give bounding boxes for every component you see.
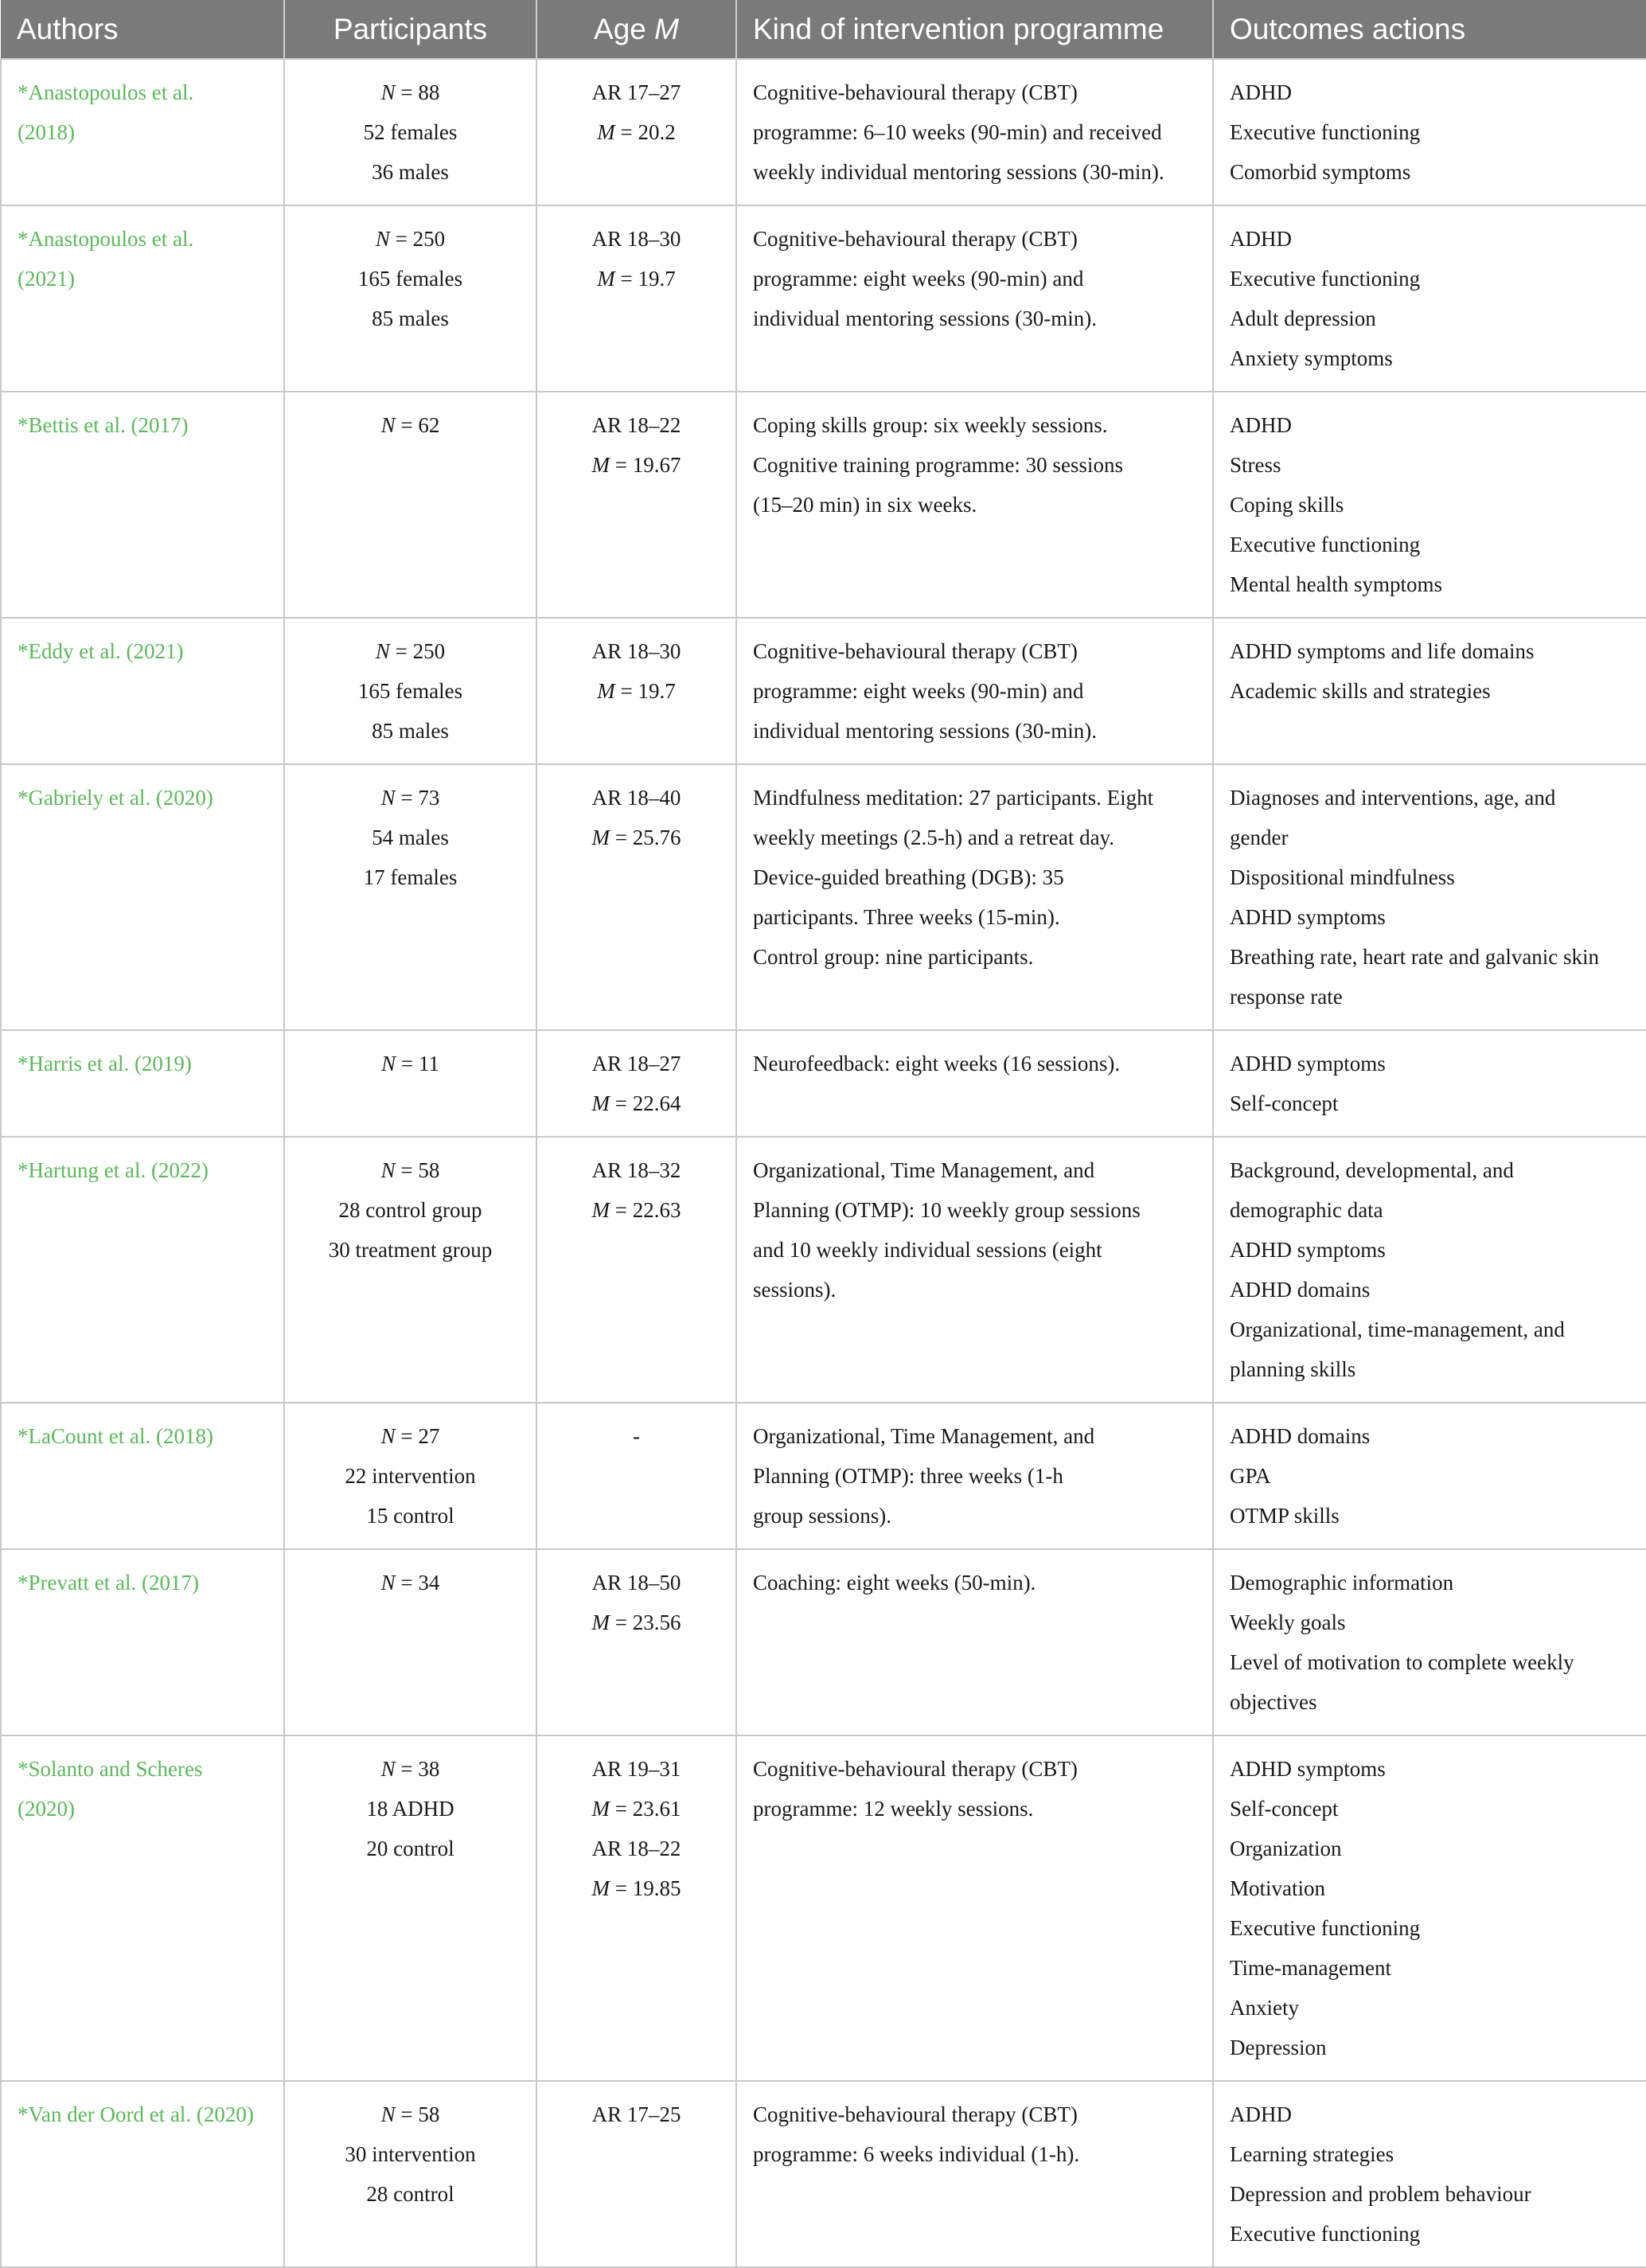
sample-size-symbol: N [380, 786, 396, 810]
age-cell [536, 1549, 736, 1735]
participants-line [301, 631, 520, 671]
author-line: *Bettis et al. (2017) [18, 413, 189, 437]
header-authors: Authors [1, 0, 284, 59]
author-line: *LaCount et al. (2018) [18, 1424, 213, 1448]
intervention-cell [736, 205, 1213, 392]
outcomes-cell [1213, 1137, 1646, 1403]
outcome-item: ADHD symptoms [1230, 1052, 1386, 1075]
intervention-cell [736, 59, 1213, 205]
author-line: *Harris et al. (2019) [18, 1052, 192, 1075]
intervention-line: Cognitive-behavioural therapy (CBT) [753, 227, 1078, 251]
sample-size-value: = 34 [395, 1571, 440, 1595]
intervention-line: Cognitive-behavioural therapy (CBT) [753, 639, 1078, 663]
outcome-item: Academic skills and strategies [1230, 679, 1491, 703]
outcomes-cell [1213, 618, 1646, 764]
intervention-cell [736, 392, 1213, 618]
outcome-item: ADHD domains [1230, 1424, 1371, 1448]
intervention-cell [736, 1403, 1213, 1549]
table-row [1, 1549, 1646, 1735]
author-cell [1, 764, 284, 1030]
participants-cell [284, 764, 536, 1030]
table-row [1, 1030, 1646, 1137]
outcome-item: Executive functioning [1230, 267, 1421, 291]
participants-line: 36 males [372, 160, 449, 184]
outcomes-cell [1213, 59, 1646, 205]
table-body [1, 59, 1646, 2267]
sample-size-symbol: N [375, 227, 390, 251]
participants-line [301, 1416, 520, 1456]
intervention-line: weekly individual mentoring sessions (30-min). [753, 160, 1164, 184]
mean-value: = 19.7 [614, 267, 676, 291]
header-kind: Kind of intervention programme [736, 0, 1213, 59]
outcome-item: Self-concept [1230, 1797, 1339, 1821]
age-line: AR 18–30 [591, 639, 681, 663]
outcome-item: ADHD symptoms [1230, 1757, 1386, 1781]
intervention-line: sessions). [753, 1278, 837, 1302]
sample-size-value: = 11 [396, 1052, 439, 1075]
outcome-item: OTMP skills [1230, 1504, 1340, 1528]
header-age-mean: M [654, 12, 679, 45]
outcome-item: Motivation [1230, 1876, 1325, 1900]
sample-size-symbol: N [380, 1424, 396, 1448]
outcome-item: Mental health symptoms [1230, 572, 1442, 596]
participants-line: 85 males [372, 306, 449, 330]
outcome-item: ADHD [1230, 80, 1292, 104]
age-line: AR 17–27 [591, 80, 681, 104]
outcome-item: Organizational, time-management, and [1230, 1317, 1565, 1341]
outcome-item: ADHD [1230, 413, 1292, 437]
intervention-line: individual mentoring sessions (30-min). [753, 306, 1097, 330]
participants-cell [284, 59, 536, 205]
participants-line: 30 treatment group [328, 1238, 493, 1262]
participants-line [301, 778, 520, 818]
sample-size-value: = 38 [395, 1757, 440, 1781]
outcome-item: Diagnoses and interventions, age, and [1230, 786, 1556, 810]
header-age-label: Age [594, 12, 646, 45]
outcome-item: Learning strategies [1230, 2142, 1394, 2166]
participants-line: 28 control group [338, 1198, 482, 1222]
participants-cell [284, 1735, 536, 2081]
participants-line [301, 1150, 520, 1190]
outcome-item: ADHD [1230, 227, 1292, 251]
mean-symbol: M [591, 1198, 610, 1222]
age-line: AR 18–27 [591, 1052, 681, 1075]
age-cell [536, 59, 736, 205]
outcomes-cell [1213, 2081, 1646, 2267]
participants-cell [284, 618, 536, 764]
mean-symbol: M [591, 1610, 610, 1634]
intervention-cell [736, 1030, 1213, 1137]
table-row [1, 2081, 1646, 2267]
sample-size-symbol: N [380, 1571, 396, 1595]
intervention-line: programme: eight weeks (90-min) and [753, 679, 1084, 703]
author-cell [1, 1137, 284, 1403]
age-line: AR 19–31 [591, 1757, 681, 1781]
outcome-item: GPA [1230, 1464, 1271, 1488]
table-row [1, 618, 1646, 764]
outcome-item: Organization [1230, 1837, 1342, 1860]
outcomes-cell [1213, 1403, 1646, 1549]
outcome-item: Comorbid symptoms [1230, 160, 1411, 184]
intervention-line: Device-guided breathing (DGB): 35 [753, 865, 1064, 889]
author-cell [1, 59, 284, 205]
age-cell [536, 1030, 736, 1137]
outcomes-cell [1213, 1549, 1646, 1735]
intervention-line: Organizational, Time Management, and [753, 1158, 1095, 1182]
author-cell [1, 1549, 284, 1735]
intervention-line: participants. Three weeks (15-min). [753, 905, 1060, 929]
outcomes-cell [1213, 392, 1646, 618]
author-cell [1, 1030, 284, 1137]
sample-size-value: = 58 [395, 1158, 440, 1182]
header-participants: Participants [284, 0, 536, 59]
author-line: *Solanto and Scheres [18, 1757, 203, 1781]
mean-value: = 23.61 [610, 1797, 681, 1821]
sample-size-symbol: N [380, 1757, 396, 1781]
table-header [1, 0, 1646, 59]
author-cell [1, 392, 284, 618]
author-line: (2018) [18, 120, 75, 144]
intervention-line: Coping skills group: six weekly sessions. [753, 413, 1108, 437]
age-line [553, 1602, 720, 1642]
table-row [1, 764, 1646, 1030]
age-line: AR 18–32 [591, 1158, 681, 1182]
header-row [1, 0, 1646, 59]
intervention-cell [736, 2081, 1213, 2267]
author-line: *Van der Oord et al. (2020) [18, 2102, 254, 2126]
sample-size-symbol: N [380, 80, 396, 104]
author-line: *Prevatt et al. (2017) [18, 1571, 199, 1595]
age-line [553, 1083, 720, 1123]
outcomes-cell [1213, 1030, 1646, 1137]
mean-value: = 19.67 [610, 453, 681, 477]
mean-symbol: M [597, 267, 615, 291]
intervention-line: Cognitive-behavioural therapy (CBT) [753, 80, 1078, 104]
author-cell [1, 1735, 284, 2081]
participants-line: 165 females [357, 679, 463, 703]
mean-symbol: M [591, 453, 610, 477]
outcome-item: Depression [1230, 2036, 1327, 2059]
age-line [553, 445, 720, 485]
participants-cell [284, 1549, 536, 1735]
outcome-item: Executive functioning [1230, 533, 1421, 556]
outcomes-cell [1213, 764, 1646, 1030]
participants-line [301, 1044, 520, 1083]
participants-line: 15 control [366, 1504, 454, 1528]
age-cell [536, 618, 736, 764]
author-cell [1, 618, 284, 764]
sample-size-symbol: N [380, 2102, 396, 2126]
intervention-line: Neurofeedback: eight weeks (16 sessions). [753, 1052, 1121, 1075]
outcome-item: Anxiety symptoms [1230, 346, 1393, 370]
intervention-line: programme: 6 weeks individual (1-h). [753, 2142, 1080, 2166]
mean-symbol: M [591, 1091, 610, 1115]
intervention-line: Cognitive training programme: 30 sessions [753, 453, 1123, 477]
author-line: *Hartung et al. (2022) [18, 1158, 209, 1182]
outcome-item: Level of motivation to complete weekly [1230, 1650, 1574, 1674]
outcome-item: Stress [1230, 453, 1281, 477]
outcome-item: ADHD symptoms and life domains [1230, 639, 1535, 663]
outcome-item: Coping skills [1230, 493, 1344, 517]
intervention-line: Coaching: eight weeks (50-min). [753, 1571, 1036, 1595]
author-line: *Anastopoulos et al. [18, 80, 194, 104]
mean-value: = 22.63 [610, 1198, 681, 1222]
age-line: AR 18–22 [591, 1837, 681, 1860]
sample-size-value: = 58 [395, 2102, 440, 2126]
participants-line: 165 females [357, 267, 463, 291]
age-line: AR 18–22 [591, 413, 681, 437]
sample-size-value: = 250 [389, 227, 446, 251]
outcome-item: objectives [1230, 1690, 1317, 1714]
participants-line: 20 control [366, 1837, 454, 1860]
outcome-item: ADHD symptoms [1230, 905, 1386, 929]
age-line: AR 17–25 [591, 2102, 681, 2126]
mean-value: = 19.85 [610, 1876, 681, 1900]
participants-line: 17 females [363, 865, 458, 889]
author-line: (2020) [18, 1797, 75, 1821]
age-line: AR 18–30 [591, 227, 681, 251]
intervention-cell [736, 1137, 1213, 1403]
table-row [1, 205, 1646, 392]
intervention-line: individual mentoring sessions (30-min). [753, 719, 1097, 743]
outcome-item: Executive functioning [1230, 1916, 1421, 1940]
sample-size-symbol: N [381, 1052, 396, 1075]
sample-size-value: = 250 [389, 639, 446, 663]
participants-cell [284, 2081, 536, 2267]
participants-line: 18 ADHD [366, 1797, 454, 1821]
age-line: AR 18–40 [591, 786, 681, 810]
mean-symbol: M [597, 679, 615, 703]
intervention-line: Organizational, Time Management, and [753, 1424, 1095, 1448]
participants-cell [284, 1137, 536, 1403]
header-age [536, 0, 736, 59]
sample-size-value: = 27 [395, 1424, 440, 1448]
participants-line [301, 405, 520, 445]
age-line [553, 1789, 720, 1829]
age-line [553, 259, 720, 299]
mean-value: = 20.2 [614, 120, 676, 144]
author-line: *Gabriely et al. (2020) [18, 786, 213, 810]
mean-symbol: M [591, 1797, 610, 1821]
outcomes-cell [1213, 1735, 1646, 2081]
sample-size-value: = 73 [395, 786, 440, 810]
intervention-line: (15–20 min) in six weeks. [753, 493, 977, 517]
intervention-line: Planning (OTMP): three weeks (1-h [753, 1464, 1063, 1488]
age-line [553, 818, 720, 857]
author-cell [1, 2081, 284, 2267]
outcome-item: Executive functioning [1230, 120, 1421, 144]
intervention-cell [736, 764, 1213, 1030]
age-line [553, 1190, 720, 1230]
mean-symbol: M [591, 1876, 610, 1900]
age-cell [536, 392, 736, 618]
outcome-item: planning skills [1230, 1357, 1356, 1381]
outcomes-cell [1213, 205, 1646, 392]
intervention-line: Cognitive-behavioural therapy (CBT) [753, 2102, 1078, 2126]
age-line: AR 18–50 [591, 1571, 681, 1595]
participants-line [301, 219, 520, 259]
outcome-item: Executive functioning [1230, 2222, 1421, 2246]
outcome-item: response rate [1230, 985, 1343, 1009]
intervention-line: Cognitive-behavioural therapy (CBT) [753, 1757, 1078, 1781]
outcome-item: Adult depression [1230, 306, 1376, 330]
intervention-line: group sessions). [753, 1504, 891, 1528]
outcome-item: gender [1230, 826, 1289, 849]
outcome-item: ADHD symptoms [1230, 1238, 1386, 1262]
age-line [553, 112, 720, 152]
mean-symbol: M [597, 120, 615, 144]
age-cell [536, 1735, 736, 2081]
sample-size-symbol: N [375, 639, 390, 663]
intervention-line: programme: eight weeks (90-min) and [753, 267, 1084, 291]
participants-line: 54 males [372, 826, 449, 849]
participants-line: 30 intervention [345, 2142, 476, 2166]
age-cell [536, 1137, 736, 1403]
participants-line [301, 1563, 520, 1602]
author-cell [1, 1403, 284, 1549]
author-line: *Eddy et al. (2021) [18, 639, 184, 663]
outcome-item: Weekly goals [1230, 1610, 1346, 1634]
participants-cell [284, 392, 536, 618]
participants-line: 22 intervention [345, 1464, 476, 1488]
outcome-item: Time-management [1230, 1956, 1391, 1980]
table-row [1, 392, 1646, 618]
participants-line: 85 males [372, 719, 449, 743]
participants-line: 52 females [363, 120, 458, 144]
intervention-line: programme: 6–10 weeks (90-min) and received [753, 120, 1162, 144]
intervention-line: programme: 12 weekly sessions. [753, 1797, 1034, 1821]
author-cell [1, 205, 284, 392]
participants-line [301, 1749, 520, 1789]
intervention-cell [736, 1735, 1213, 2081]
author-line: *Anastopoulos et al. [18, 227, 194, 251]
outcome-item: Anxiety [1230, 1996, 1299, 2020]
author-line: (2021) [18, 267, 75, 291]
intervention-cell [736, 618, 1213, 764]
age-line [553, 1868, 720, 1908]
outcome-item: Breathing rate, heart rate and galvanic skin [1230, 945, 1600, 969]
participants-line: 28 control [366, 2182, 454, 2206]
mean-value: = 25.76 [610, 826, 681, 849]
outcome-item: Background, developmental, and [1230, 1158, 1514, 1182]
sample-size-symbol: N [380, 1158, 396, 1182]
header-outcomes: Outcomes actions [1213, 0, 1646, 59]
participants-line [301, 2094, 520, 2134]
age-cell [536, 2081, 736, 2267]
age-line: - [633, 1424, 640, 1448]
age-cell [536, 205, 736, 392]
outcome-item: ADHD domains [1230, 1278, 1371, 1302]
age-line [553, 671, 720, 711]
participants-cell [284, 1403, 536, 1549]
intervention-line: and 10 weekly individual sessions (eight [753, 1238, 1102, 1262]
table-row [1, 1735, 1646, 2081]
table-row [1, 1137, 1646, 1403]
mean-value: = 19.7 [614, 679, 676, 703]
sample-size-value: = 62 [395, 413, 440, 437]
intervention-line: Control group: nine participants. [753, 945, 1034, 969]
intervention-line: Planning (OTMP): 10 weekly group sessions [753, 1198, 1141, 1222]
outcome-item: Self-concept [1230, 1091, 1339, 1115]
intervention-line: Mindfulness meditation: 27 participants. Eight [753, 786, 1154, 810]
outcome-item: Demographic information [1230, 1571, 1454, 1595]
intervention-line: weekly meetings (2.5-h) and a retreat day. [753, 826, 1115, 849]
outcome-item: Dispositional mindfulness [1230, 865, 1455, 889]
outcome-item: ADHD [1230, 2102, 1292, 2126]
mean-value: = 22.64 [610, 1091, 681, 1115]
participants-line [301, 72, 520, 112]
mean-value: = 23.56 [610, 1610, 681, 1634]
participants-cell [284, 205, 536, 392]
age-cell [536, 764, 736, 1030]
outcome-item: demographic data [1230, 1198, 1383, 1222]
mean-symbol: M [591, 826, 610, 849]
sample-size-value: = 88 [395, 80, 440, 104]
participants-cell [284, 1030, 536, 1137]
table-row [1, 1403, 1646, 1549]
intervention-cell [736, 1549, 1213, 1735]
sample-size-symbol: N [380, 413, 396, 437]
table-row [1, 59, 1646, 205]
outcome-item: Depression and problem behaviour [1230, 2182, 1531, 2206]
age-cell [536, 1403, 736, 1549]
